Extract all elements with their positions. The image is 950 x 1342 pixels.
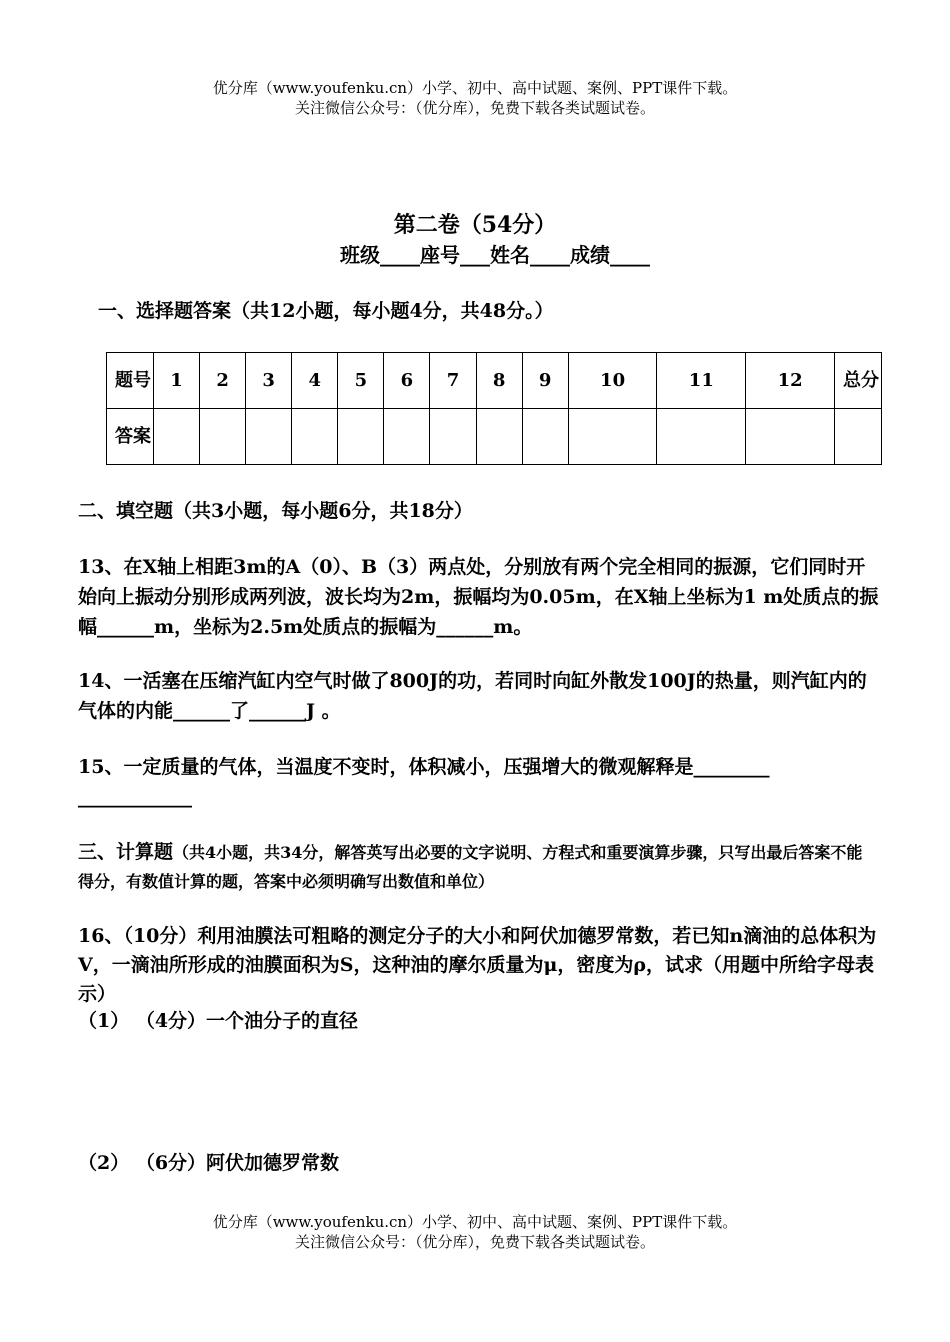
question-number-cell: 2 [200,353,246,409]
table-row [107,353,882,409]
row-label-question-number: 题号 [107,353,154,409]
question-16: 16、（10分）利用油膜法可粗略的测定分子的大小和阿伏加德罗常数，若已知n滴油的总体积为V，一滴油所形成的油膜面积为S，这种油的摩尔质量为μ，密度为ρ，试求（用题中所给字母表示） [78,925,877,1005]
answer-table [106,352,882,465]
answer-cell[interactable] [292,409,338,465]
answer-cell[interactable] [338,409,384,465]
question-number-cell: 6 [384,353,430,409]
watermark-line-1: 优分库（www.youfenku.cn）小学、初中、高中试题、案例、PPT课件下载。 [212,1213,738,1231]
section1-heading: 一、选择题答案（共12小题，每小题4分，共48分。） [98,300,554,322]
total-score-cell[interactable] [835,409,882,465]
total-score-label: 总分 [835,353,882,409]
watermark-line-1: 优分库（www.youfenku.cn）小学、初中、高中试题、案例、PPT课件下载。 [212,79,738,97]
question-number-cell: 11 [657,353,746,409]
watermark-line-2: 关注微信公众号：（优分库），免费下载各类试题试卷。 [294,99,655,117]
answer-cell[interactable] [476,409,522,465]
section3-title: 三、计算题 [78,841,174,863]
question-number-cell: 9 [522,353,568,409]
student-info-line: 班级____座号___姓名____成绩____ [340,243,650,267]
answer-cell[interactable] [430,409,476,465]
answer-cell[interactable] [384,409,430,465]
table-row [107,409,882,465]
answer-cell[interactable] [522,409,568,465]
answer-cell[interactable] [657,409,746,465]
watermark-footer [0,1212,950,1252]
question-number-cell: 5 [338,353,384,409]
watermark-header [0,78,950,118]
question-number-cell: 10 [568,353,657,409]
question-15: 15、一定质量的气体，当温度不变时，体积减小，压强增大的微观解释是________ ____________ [78,756,770,808]
question-number-cell: 8 [476,353,522,409]
question-number-cell: 3 [246,353,292,409]
question-number-cell: 12 [746,353,835,409]
question-16-part-2: （2） （6分）阿伏加德罗常数 [78,1152,340,1174]
answer-cell[interactable] [200,409,246,465]
section3-instructions: （共4小题，共34分，解答英写出必要的文字说明、方程式和重要演算步骤，只写出最后答案不能得分，有数值计算的题，答案中必须明确写出数值和单位） [78,843,863,891]
watermark-line-2: 关注微信公众号：（优分库），免费下载各类试题试卷。 [294,1233,655,1251]
page-title: 第二卷（54分） [393,212,557,238]
answer-cell[interactable] [746,409,835,465]
question-number-cell: 7 [430,353,476,409]
answer-cell[interactable] [154,409,200,465]
question-number-cell: 4 [292,353,338,409]
answer-cell[interactable] [246,409,292,465]
question-16-part-1: （1） （4分）一个油分子的直径 [78,1010,359,1032]
question-14: 14、一活塞在压缩汽缸内空气时做了800J的功，若同时向缸外散发100J的热量，则汽缸内的气体的内能______了______J 。 [78,670,867,722]
question-number-cell: 1 [154,353,200,409]
answer-cell[interactable] [568,409,657,465]
row-label-answer: 答案 [107,409,154,465]
section3-heading [78,838,878,896]
section2-heading: 二、填空题（共3小题，每小题6分，共18分） [78,500,473,522]
question-13: 13、在X轴上相距3m的A（0）、B（3）两点处，分别放有两个完全相同的振源，它们同时开始向上振动分别形成两列波，波长均为2m，振幅均为0.05m，在X轴上坐标为1 m处质点的振幅______m，坐标为2.5m处质点的振幅为______m。 [78,556,879,638]
